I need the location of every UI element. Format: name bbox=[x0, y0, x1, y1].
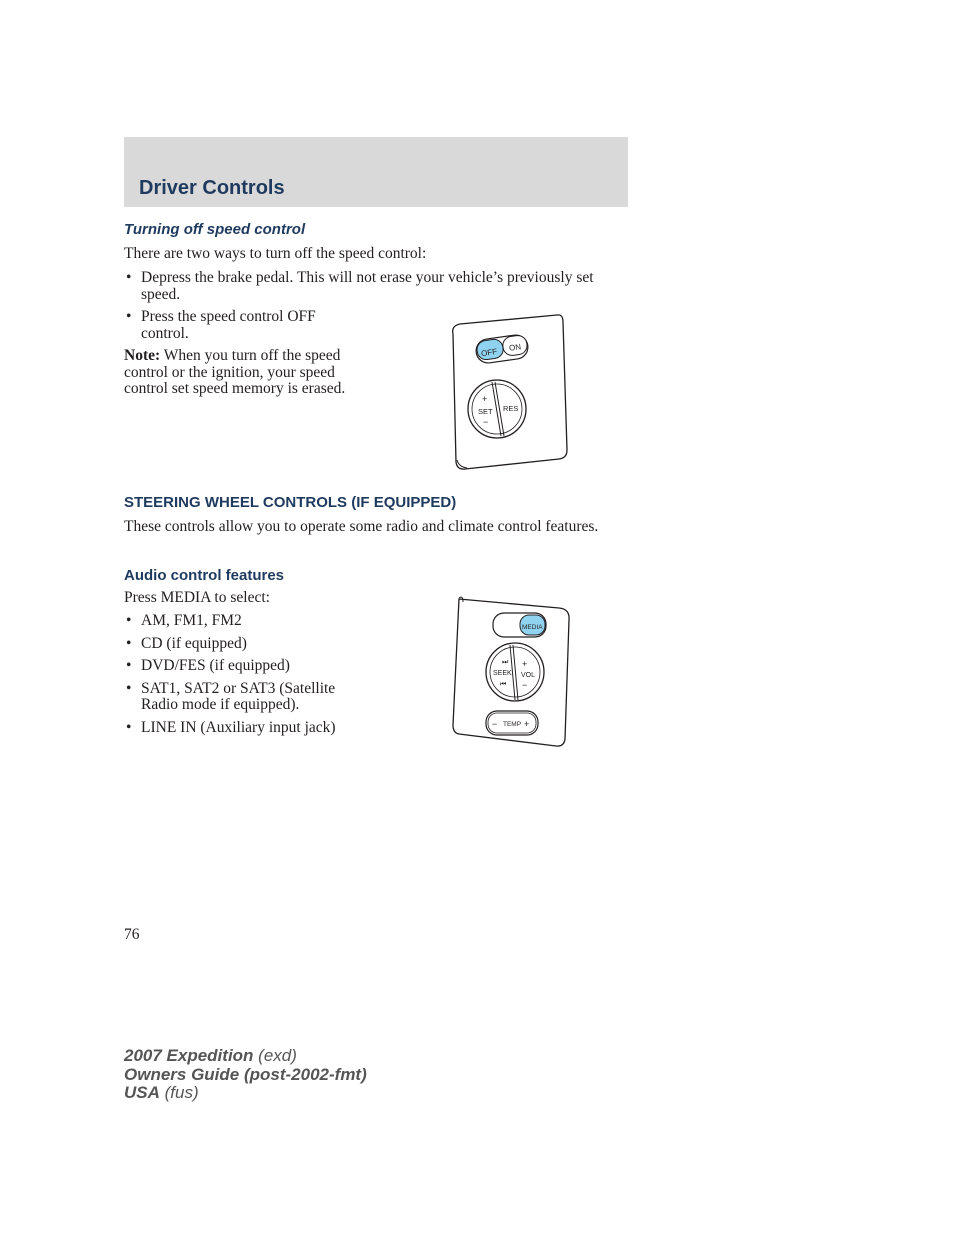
vol-plus: + bbox=[522, 659, 528, 669]
footer-model-code: (exd) bbox=[253, 1046, 297, 1065]
set-label: SET bbox=[478, 407, 493, 416]
list-item: • Depress the brake pedal. This will not erase your vehicle’s previously set speed. bbox=[124, 270, 620, 303]
footer-market: USA bbox=[124, 1083, 160, 1102]
audio-bullet-list bbox=[124, 613, 359, 736]
speed-bullet-list-1 bbox=[124, 270, 620, 303]
speed-note bbox=[124, 348, 379, 398]
off-label: OFF bbox=[480, 347, 498, 359]
footer-line-3 bbox=[124, 1084, 367, 1103]
speed-control-intro: There are two ways to turn off the speed control: bbox=[124, 245, 427, 262]
speed-control-diagram bbox=[445, 312, 575, 474]
vol-minus: − bbox=[522, 680, 528, 690]
set-minus: − bbox=[483, 417, 489, 427]
steering-controls-heading: STEERING WHEEL CONTROLS (IF EQUIPPED) bbox=[124, 494, 457, 511]
note-text: When you turn off the speed control or the ignition, your speed control set speed memory is erased. bbox=[124, 347, 346, 397]
note-label: Note: bbox=[124, 347, 161, 364]
page-number: 76 bbox=[124, 926, 140, 943]
section-header-band bbox=[124, 137, 628, 207]
footer-guide: Owners Guide (post-2002-fmt) bbox=[124, 1064, 367, 1084]
list-item: • CD (if equipped) bbox=[124, 636, 359, 653]
speed-bullet-list-2 bbox=[124, 309, 359, 342]
list-item: • DVD/FES (if equipped) bbox=[124, 658, 359, 675]
document-footer bbox=[124, 1047, 367, 1103]
footer-market-code: (fus) bbox=[159, 1083, 199, 1102]
audio-features-heading: Audio control features bbox=[124, 567, 285, 584]
speed-control-heading: Turning off speed control bbox=[124, 221, 306, 238]
audio-features-intro: Press MEDIA to select: bbox=[124, 589, 270, 606]
list-item: • Press the speed control OFF control. bbox=[124, 309, 359, 342]
section-title: Driver Controls bbox=[139, 177, 285, 199]
audio-control-diagram bbox=[449, 594, 574, 751]
footer-line-1 bbox=[124, 1047, 367, 1066]
media-label: MEDIA bbox=[522, 624, 543, 631]
steering-controls-text: These controls allow you to operate some radio and climate control features. bbox=[124, 518, 599, 535]
footer-line-2 bbox=[124, 1066, 367, 1085]
temp-label: TEMP bbox=[503, 721, 522, 728]
seek-next-icon: ⏭ bbox=[502, 659, 509, 666]
footer-model: 2007 Expedition bbox=[124, 1046, 254, 1065]
res-label: RES bbox=[503, 404, 519, 413]
list-item: • LINE IN (Auxiliary input jack) bbox=[124, 720, 359, 737]
temp-plus: + bbox=[524, 719, 530, 729]
list-item: • SAT1, SAT2 or SAT3 (Satellite Radio mode if equipped). bbox=[124, 681, 359, 714]
seek-label: SEEK bbox=[493, 670, 512, 677]
seek-prev-icon: ⏮ bbox=[500, 681, 507, 688]
list-item: • AM, FM1, FM2 bbox=[124, 613, 359, 630]
vol-label: VOL bbox=[521, 672, 536, 679]
on-label: ON bbox=[508, 342, 522, 353]
temp-minus: − bbox=[492, 719, 498, 729]
set-plus: + bbox=[482, 394, 488, 404]
